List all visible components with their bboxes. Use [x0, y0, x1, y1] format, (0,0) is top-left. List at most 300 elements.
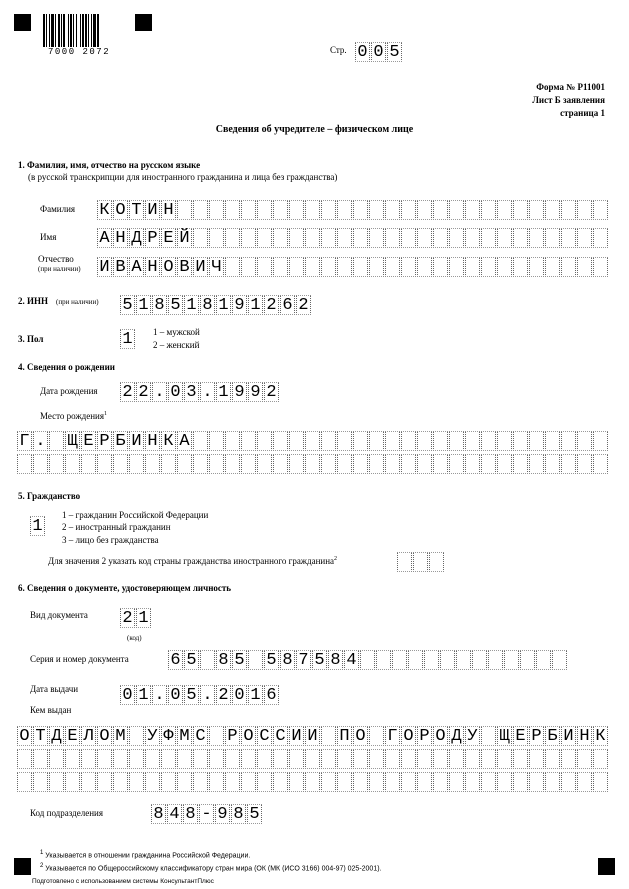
gender-option-female: 2 – женский — [153, 340, 200, 350]
char-cell — [193, 772, 208, 792]
char-cell — [401, 454, 416, 474]
char-cell — [401, 228, 416, 248]
char-cell — [513, 200, 528, 220]
char-cell — [593, 431, 608, 451]
char-cell — [225, 257, 240, 277]
char-cell — [49, 772, 64, 792]
char-cell — [481, 749, 496, 769]
char-cell — [353, 257, 368, 277]
char-cell — [33, 454, 48, 474]
char-cell: Т — [129, 200, 144, 220]
issued-by-field[interactable] — [17, 726, 609, 748]
doc-type-note: (код) — [127, 634, 142, 642]
char-cell: 1 — [216, 382, 231, 402]
char-cell: 5 — [312, 650, 327, 670]
char-cell: О — [353, 726, 368, 746]
char-cell — [337, 200, 352, 220]
char-cell: 8 — [152, 295, 167, 315]
birth-place-field-line2[interactable] — [17, 454, 609, 476]
char-cell — [65, 749, 80, 769]
char-cell: Е — [161, 228, 176, 248]
char-cell — [225, 772, 240, 792]
char-cell — [353, 749, 368, 769]
series-number-field[interactable] — [168, 650, 568, 672]
issued-by-field-line2[interactable] — [17, 749, 609, 771]
form-sheet: Лист Б заявления — [532, 95, 605, 105]
char-cell — [369, 431, 384, 451]
char-cell: 5 — [184, 650, 199, 670]
birth-date-label: Дата рождения — [40, 386, 98, 396]
char-cell: 5 — [168, 295, 183, 315]
issue-date-label: Дата выдачи — [30, 684, 79, 694]
char-cell — [529, 772, 544, 792]
prepared-note: Подготовлено с использованием системы КонсультантПлюс — [32, 878, 214, 885]
char-cell: И — [145, 200, 160, 220]
char-cell — [545, 431, 560, 451]
char-cell: А — [129, 257, 144, 277]
char-cell — [241, 228, 256, 248]
char-cell — [305, 431, 320, 451]
char-cell — [429, 552, 444, 572]
char-cell: А — [97, 228, 112, 248]
char-cell: . — [200, 382, 215, 402]
char-cell — [248, 650, 263, 670]
char-cell: И — [305, 726, 320, 746]
char-cell: Б — [545, 726, 560, 746]
citizenship-option-3: 3 – лицо без гражданства — [62, 535, 159, 545]
char-cell — [561, 228, 576, 248]
char-cell — [161, 772, 176, 792]
footnote-2: $^2$ Указывается по Общероссийскому классификатору стран мира (ОК (МК (ИСО 3166) 004-97) 025-2001). — [40, 863, 382, 873]
citizenship-option-1: 1 – гражданин Российской Федерации — [62, 510, 209, 520]
char-cell — [385, 454, 400, 474]
char-cell: Д — [449, 726, 464, 746]
section4-heading: 4. Сведения о рождении — [18, 362, 115, 372]
char-cell — [417, 454, 432, 474]
char-cell: 1 — [248, 685, 263, 705]
corner-marker-top-left — [14, 14, 31, 31]
char-cell: 4 — [344, 650, 359, 670]
char-cell — [289, 749, 304, 769]
char-cell: К — [97, 200, 112, 220]
char-cell: Б — [113, 431, 128, 451]
char-cell — [337, 228, 352, 248]
char-cell — [321, 749, 336, 769]
char-cell — [273, 454, 288, 474]
char-cell — [177, 200, 192, 220]
char-cell: Щ — [497, 726, 512, 746]
char-cell: Р — [145, 228, 160, 248]
char-cell — [177, 454, 192, 474]
char-cell — [440, 650, 455, 670]
char-cell — [337, 454, 352, 474]
char-cell — [209, 726, 224, 746]
char-cell: 5 — [247, 804, 262, 824]
char-cell: 0 — [168, 685, 183, 705]
char-cell: С — [193, 726, 208, 746]
char-cell — [465, 257, 480, 277]
char-cell: 0 — [168, 382, 183, 402]
char-cell — [305, 772, 320, 792]
char-cell — [289, 257, 304, 277]
corner-marker-top-right — [135, 14, 152, 31]
char-cell — [417, 749, 432, 769]
char-cell — [577, 228, 592, 248]
char-cell: 5 — [264, 650, 279, 670]
birth-place-field[interactable] — [17, 431, 609, 453]
char-cell — [305, 749, 320, 769]
char-cell: 1 — [184, 295, 199, 315]
issued-by-label: Кем выдан — [30, 705, 72, 715]
char-cell: 9 — [232, 382, 247, 402]
barcode-number: 7000 2072 — [48, 47, 111, 57]
char-cell — [593, 200, 608, 220]
char-cell: Е — [81, 431, 96, 451]
char-cell — [353, 772, 368, 792]
char-cell — [577, 257, 592, 277]
char-cell: В — [177, 257, 192, 277]
char-cell: 2 — [120, 382, 135, 402]
char-cell — [561, 431, 576, 451]
char-cell — [417, 257, 432, 277]
char-cell: О — [433, 726, 448, 746]
char-cell — [481, 228, 496, 248]
char-cell — [289, 431, 304, 451]
char-cell — [193, 749, 208, 769]
char-cell — [504, 650, 519, 670]
doc-type-label: Вид документа — [30, 610, 88, 620]
char-cell: 0 — [120, 685, 135, 705]
patronymic-note: (при наличии) — [38, 265, 81, 273]
char-cell — [497, 257, 512, 277]
char-cell: 1 — [136, 608, 151, 628]
char-cell — [385, 772, 400, 792]
section1-subheading: (в русской транскрипции для иностранного гражданина и лица без гражданства) — [28, 172, 338, 182]
char-cell — [321, 454, 336, 474]
char-cell — [577, 431, 592, 451]
country-code-label: Для значения 2 указать код страны гражданства иностранного гражданина$^2$ — [48, 556, 338, 566]
section6-heading: 6. Сведения о документе, удостоверяющем личность — [18, 583, 232, 593]
country-code-field[interactable] — [397, 552, 445, 574]
char-cell — [305, 257, 320, 277]
char-cell — [209, 228, 224, 248]
char-cell — [49, 431, 64, 451]
char-cell: Т — [33, 726, 48, 746]
char-cell — [552, 650, 567, 670]
char-cell — [225, 454, 240, 474]
citizenship-option-2: 2 – иностранный гражданин — [62, 522, 171, 532]
char-cell — [200, 650, 215, 670]
char-cell — [97, 454, 112, 474]
char-cell: 5 — [387, 42, 402, 62]
char-cell — [561, 454, 576, 474]
char-cell — [273, 772, 288, 792]
char-cell — [225, 749, 240, 769]
char-cell: 1 — [216, 295, 231, 315]
char-cell — [417, 228, 432, 248]
surname-field[interactable] — [97, 200, 609, 222]
char-cell — [241, 772, 256, 792]
char-cell — [513, 228, 528, 248]
char-cell — [529, 228, 544, 248]
char-cell — [513, 454, 528, 474]
char-cell: Й — [177, 228, 192, 248]
char-cell: 2 — [264, 382, 279, 402]
char-cell — [129, 726, 144, 746]
char-cell — [113, 749, 128, 769]
char-cell: И — [289, 726, 304, 746]
char-cell: О — [161, 257, 176, 277]
char-cell — [529, 749, 544, 769]
char-cell — [161, 454, 176, 474]
char-cell: И — [193, 257, 208, 277]
inn-field[interactable] — [120, 295, 312, 317]
char-cell: Е — [513, 726, 528, 746]
char-cell: 2 — [136, 382, 151, 402]
char-cell: 5 — [184, 685, 199, 705]
patronymic-field[interactable] — [97, 257, 609, 279]
char-cell — [209, 431, 224, 451]
section3-heading: 3. Пол — [18, 334, 44, 344]
char-cell: 8 — [151, 804, 166, 824]
char-cell — [337, 772, 352, 792]
char-cell — [369, 726, 384, 746]
char-cell — [337, 749, 352, 769]
char-cell — [520, 650, 535, 670]
char-cell — [385, 749, 400, 769]
char-cell — [321, 431, 336, 451]
char-cell — [545, 749, 560, 769]
char-cell — [465, 431, 480, 451]
char-cell — [401, 431, 416, 451]
char-cell — [529, 200, 544, 220]
char-cell: Н — [113, 228, 128, 248]
char-cell — [129, 749, 144, 769]
char-cell — [433, 431, 448, 451]
char-cell — [577, 200, 592, 220]
series-label: Серия и номер документа — [30, 654, 129, 664]
char-cell — [472, 650, 487, 670]
char-cell: . — [200, 685, 215, 705]
char-cell — [257, 454, 272, 474]
char-cell — [257, 257, 272, 277]
char-cell — [273, 749, 288, 769]
patronymic-label: Отчество — [38, 254, 74, 264]
char-cell — [433, 749, 448, 769]
char-cell — [488, 650, 503, 670]
char-cell — [193, 228, 208, 248]
char-cell: У — [465, 726, 480, 746]
gender-field[interactable] — [120, 329, 136, 351]
char-cell — [593, 257, 608, 277]
char-cell: 4 — [167, 804, 182, 824]
division-code-field[interactable] — [151, 804, 263, 826]
char-cell: 0 — [232, 685, 247, 705]
char-cell — [321, 257, 336, 277]
char-cell: О — [97, 726, 112, 746]
char-cell: В — [113, 257, 128, 277]
char-cell — [497, 749, 512, 769]
char-cell: Р — [529, 726, 544, 746]
char-cell: 6 — [280, 295, 295, 315]
char-cell: - — [199, 804, 214, 824]
char-cell — [257, 749, 272, 769]
char-cell — [545, 772, 560, 792]
char-cell — [17, 772, 32, 792]
corner-marker-bottom-left — [14, 858, 31, 875]
char-cell — [177, 772, 192, 792]
char-cell — [193, 431, 208, 451]
char-cell: И — [561, 726, 576, 746]
char-cell — [353, 200, 368, 220]
char-cell — [369, 228, 384, 248]
char-cell — [561, 257, 576, 277]
char-cell: 1 — [136, 685, 151, 705]
char-cell — [225, 228, 240, 248]
char-cell — [193, 454, 208, 474]
char-cell — [33, 749, 48, 769]
char-cell: 0 — [355, 42, 370, 62]
form-page: страница 1 — [560, 108, 605, 118]
char-cell — [433, 228, 448, 248]
char-cell — [241, 257, 256, 277]
char-cell: 8 — [231, 804, 246, 824]
char-cell: 5 — [232, 650, 247, 670]
citizenship-field[interactable] — [30, 516, 46, 538]
char-cell: Ф — [161, 726, 176, 746]
section1-heading: 1. Фамилия, имя, отчество на русском языке — [18, 160, 201, 170]
char-cell — [305, 200, 320, 220]
char-cell — [369, 200, 384, 220]
char-cell — [536, 650, 551, 670]
barcode — [43, 14, 123, 47]
char-cell — [449, 454, 464, 474]
char-cell — [577, 454, 592, 474]
char-cell: 2 — [216, 685, 231, 705]
char-cell — [513, 749, 528, 769]
char-cell — [456, 650, 471, 670]
char-cell — [353, 431, 368, 451]
char-cell: Р — [97, 431, 112, 451]
name-field[interactable] — [97, 228, 609, 250]
char-cell — [545, 257, 560, 277]
char-cell — [497, 200, 512, 220]
char-cell — [113, 454, 128, 474]
char-cell — [561, 200, 576, 220]
char-cell — [257, 200, 272, 220]
char-cell — [513, 431, 528, 451]
gender-option-male: 1 – мужской — [153, 327, 200, 337]
char-cell — [593, 749, 608, 769]
issued-by-field-line3[interactable] — [17, 772, 609, 794]
char-cell: П — [337, 726, 352, 746]
char-cell: Ч — [209, 257, 224, 277]
char-cell — [369, 772, 384, 792]
char-cell: 3 — [184, 382, 199, 402]
char-cell: Р — [225, 726, 240, 746]
char-cell — [593, 228, 608, 248]
char-cell: О — [113, 200, 128, 220]
char-cell — [449, 431, 464, 451]
char-cell: М — [113, 726, 128, 746]
char-cell: И — [97, 257, 112, 277]
char-cell — [465, 200, 480, 220]
char-cell — [257, 431, 272, 451]
division-code-label: Код подразделения — [30, 808, 103, 818]
char-cell: 8 — [216, 650, 231, 670]
char-cell — [417, 772, 432, 792]
char-cell: Н — [161, 200, 176, 220]
char-cell — [561, 749, 576, 769]
char-cell: 9 — [248, 382, 263, 402]
char-cell: Н — [577, 726, 592, 746]
section2-heading: 2. ИНН — [18, 296, 49, 306]
char-cell: 2 — [120, 608, 135, 628]
char-cell — [33, 772, 48, 792]
doc-type-field[interactable] — [120, 608, 152, 630]
char-cell — [65, 454, 80, 474]
char-cell — [337, 431, 352, 451]
char-cell — [481, 454, 496, 474]
char-cell — [145, 772, 160, 792]
char-cell: 1 — [248, 295, 263, 315]
char-cell — [497, 431, 512, 451]
char-cell: Е — [65, 726, 80, 746]
char-cell — [321, 772, 336, 792]
birth-date-field[interactable] — [120, 382, 280, 404]
issue-date-field[interactable] — [120, 685, 280, 707]
char-cell — [449, 228, 464, 248]
char-cell — [289, 228, 304, 248]
char-cell — [129, 454, 144, 474]
char-cell — [129, 772, 144, 792]
char-cell: 0 — [371, 42, 386, 62]
char-cell: И — [129, 431, 144, 451]
char-cell — [273, 228, 288, 248]
char-cell — [385, 200, 400, 220]
char-cell — [593, 454, 608, 474]
char-cell — [481, 726, 496, 746]
char-cell: Л — [81, 726, 96, 746]
char-cell — [81, 772, 96, 792]
char-cell — [413, 552, 428, 572]
char-cell: 1 — [120, 329, 135, 349]
char-cell — [376, 650, 391, 670]
char-cell — [577, 772, 592, 792]
char-cell — [369, 749, 384, 769]
char-cell: 8 — [200, 295, 215, 315]
char-cell — [209, 200, 224, 220]
char-cell: У — [145, 726, 160, 746]
char-cell — [209, 772, 224, 792]
char-cell — [305, 454, 320, 474]
char-cell: М — [177, 726, 192, 746]
char-cell — [497, 454, 512, 474]
char-cell — [465, 228, 480, 248]
char-cell: Г — [385, 726, 400, 746]
char-cell — [481, 257, 496, 277]
char-cell — [273, 431, 288, 451]
char-cell: 9 — [232, 295, 247, 315]
char-cell — [561, 772, 576, 792]
char-cell — [289, 772, 304, 792]
char-cell: 1 — [136, 295, 151, 315]
page-title: Сведения об учредителе – физическом лице — [215, 124, 414, 135]
char-cell — [321, 228, 336, 248]
char-cell — [401, 200, 416, 220]
birth-place-label: Место рождения$^1$ — [40, 411, 108, 421]
char-cell — [481, 200, 496, 220]
